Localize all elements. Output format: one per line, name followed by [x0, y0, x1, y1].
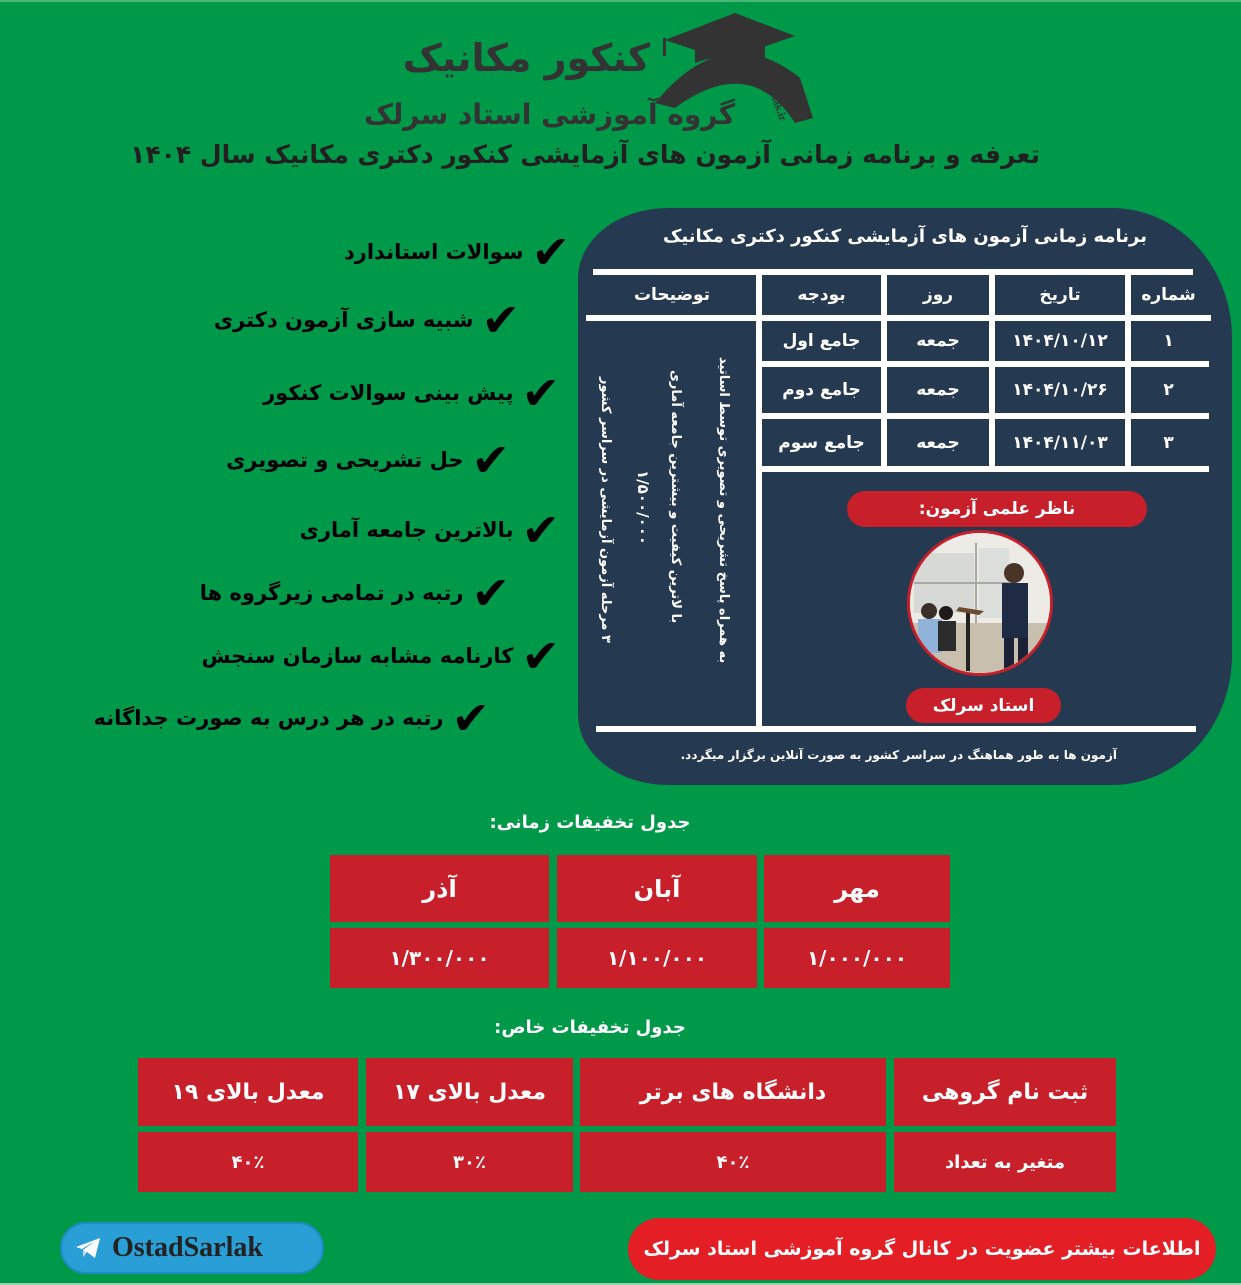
time-discount-month: آبان [557, 855, 757, 922]
header-day: روز [922, 285, 954, 305]
logo-website: OstadSarlak.ir [753, 53, 789, 123]
row-3-day: جمعه [916, 432, 960, 453]
time-discount-price: ۱/۳۰۰/۰۰۰ [330, 928, 549, 988]
row-2-budget: جامع دوم [782, 380, 861, 400]
checkmark-icon: ✔ [471, 433, 510, 487]
time-discount-price: ۱/۱۰۰/۰۰۰ [557, 928, 757, 988]
description-line: به همراه پاسخ تشریحی و تصویری توسط اساتید [716, 356, 731, 663]
supervisor-label: ناظر علمی آزمون: [847, 491, 1147, 527]
description-line: ۳ مرحله آزمون آزمایشی در سراسر کشور [598, 377, 613, 643]
feature-item: ✔ شبیه سازی آزمون دکتری [213, 293, 520, 347]
telegram-handle: OstadSarlak [112, 1232, 263, 1263]
checkmark-icon: ✔ [481, 293, 520, 347]
row-2-day: جمعه [916, 380, 960, 400]
top-border [0, 0, 1241, 2]
telegram-icon [74, 1236, 102, 1260]
header-date: تاریخ [1039, 285, 1081, 305]
classroom-photo [907, 533, 1050, 676]
time-discounts-title: جدول تخفیفات زمانی: [489, 812, 691, 833]
special-discount-value: ۳۰٪ [366, 1132, 573, 1192]
row-1-number: ۱ [1163, 331, 1174, 351]
feature-item: ✔ رتبه در هر درس به صورت جداگانه [93, 691, 490, 745]
feature-item: ✔ بالاترین جامعه آماری [299, 503, 560, 557]
logo-subtitle: گروه آموزشی استاد سرلک [364, 98, 735, 131]
logo-title: کنکور مکانیک [402, 36, 650, 80]
time-discount-month: مهر [764, 855, 950, 922]
row-2-number: ۲ [1163, 380, 1174, 400]
feature-item: ✔ حل تشریحی و تصویری [226, 433, 510, 487]
features-list [93, 225, 580, 755]
feature-item: ✔ سوالات استاندارد [343, 225, 570, 279]
feature-item: ✔ رتبه در تمامی زیرگروه ها [199, 566, 510, 620]
description-line: با لاترین کیفیت و بیشترین جامعه آماری [668, 369, 683, 623]
logo [364, 8, 820, 133]
header-description: توضیحات [633, 285, 711, 305]
special-discounts-title: جدول تخفیفات خاص: [494, 1017, 686, 1038]
row-2-date: ۱۴۰۴/۱۰/۲۶ [1012, 380, 1108, 400]
special-discount-label: دانشگاه های برتر [580, 1058, 886, 1126]
time-discount-month: آذر [330, 855, 549, 922]
time-discount-price: ۱/۰۰۰/۰۰۰ [764, 928, 950, 988]
checkmark-icon: ✔ [451, 691, 490, 745]
checkmark-icon: ✔ [531, 225, 570, 279]
divider [596, 726, 1196, 732]
schedule-title: برنامه زمانی آزمون های آزمایشی کنکور دکتری مکانیک [662, 226, 1147, 247]
special-discount-value: ۴۰٪ [138, 1132, 358, 1192]
schedule-footer-note: آزمون ها به طور هماهنگ در سراسر کشور به صورت آنلاین برگزار میگردد. [680, 748, 1117, 762]
special-discount-value: متغیر به تعداد [894, 1132, 1116, 1192]
header-budget: بودجه [797, 285, 846, 305]
description-price: ۱/۵۰۰/۰۰۰ [634, 470, 652, 546]
schedule-panel [578, 208, 1232, 785]
row-3-budget: جامع سوم [778, 432, 865, 453]
telegram-channel-button[interactable] [60, 1222, 324, 1274]
row-1-date: ۱۴۰۴/۱۰/۱۲ [1012, 331, 1108, 351]
feature-item: ✔ کارنامه مشابه سازمان سنجش [201, 629, 560, 683]
row-3-number: ۳ [1163, 432, 1174, 453]
join-channel-button[interactable]: اطلاعات بیشتر عضویت در کانال گروه آموزشی استاد سرلک [628, 1218, 1216, 1280]
divider [759, 466, 1209, 472]
special-discount-label: معدل بالای ۱۹ [138, 1058, 358, 1126]
checkmark-icon: ✔ [521, 629, 560, 683]
checkmark-icon: ✔ [471, 566, 510, 620]
special-discount-label: ثبت نام گروهی [894, 1058, 1116, 1126]
header-number: شماره [1141, 285, 1196, 305]
checkmark-icon: ✔ [521, 366, 560, 420]
special-discount-value: ۴۰٪ [580, 1132, 886, 1192]
supervisor-name: استاد سرلک [906, 688, 1061, 723]
checkmark-icon: ✔ [521, 503, 560, 557]
row-1-day: جمعه [916, 331, 960, 351]
special-discount-label: معدل بالای ۱۷ [366, 1058, 573, 1126]
feature-item: ✔ پیش بینی سوالات کنکور [263, 366, 560, 420]
row-3-date: ۱۴۰۴/۱۱/۰۳ [1012, 432, 1108, 453]
page-title: تعرفه و برنامه زمانی آزمون های آزمایشی کنکور دکتری مکانیک سال ۱۴۰۴ [130, 140, 1040, 169]
row-1-budget: جامع اول [782, 331, 861, 351]
supervisor-photo [907, 530, 1053, 676]
